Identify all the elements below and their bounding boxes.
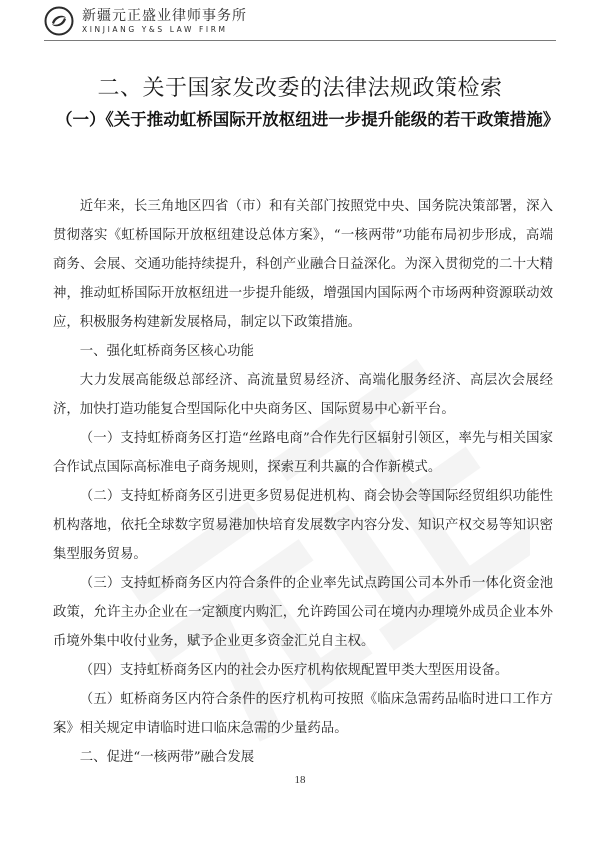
subsection-title: （一）《关于推动虹桥国际开放枢纽进一步提升能级的若干政策措施》 xyxy=(56,110,560,129)
header-divider xyxy=(44,40,556,41)
body-paragraph: 大力发展高能级总部经济、高流量贸易经济、高端化服务经济、高层次会展经济，加快打造功能复合型国际化中央商务区、国际贸易中心新平台。 xyxy=(53,373,553,417)
policy-item-2: （二）支持虹桥商务区引进更多贸易促进机构、商会协会等国际经贸组织功能性机构落地，依托全球数字贸易港加快培育发展数字内容分发、知识产权交易等知识密集型服务贸易。 xyxy=(53,489,553,562)
document-body xyxy=(53,192,553,772)
heading-promote-integration: 二、促进“一核两带”融合发展 xyxy=(79,750,255,765)
firm-name-english: XINJIANG Y&S LAW FIRM xyxy=(82,24,228,34)
firm-name-block xyxy=(82,9,247,34)
section-title: 二、关于国家发改委的法律法规政策检索 xyxy=(97,76,503,101)
law-firm-logo-icon xyxy=(44,6,74,36)
heading-strengthen-core-function: 一、强化虹桥商务区核心功能 xyxy=(79,344,254,359)
firm-name-chinese: 新疆元正盛业律师事务所 xyxy=(82,7,247,24)
intro-paragraph: 近年来，长三角地区四省（市）和有关部门按照党中央、国务院决策部署，深入贯彻落实《虹桥国际开放枢纽建设总体方案》，“一核两带”功能布局初步形成，高端商务、会展、交通功能持续提升，科创产业融合日益深化。为深入贯彻党的二十大精神，推动虹桥国际开放枢纽进一步提升能级，增强国内国际两个市场两种资源联动效应，积极服务构建新发展格局，制定以下政策措施。 xyxy=(53,199,553,330)
page-number: 18 xyxy=(294,774,306,786)
policy-item-5: （五）虹桥商务区内符合条件的医疗机构可按照《临床急需药品临时进口工作方案》相关规定申请临时进口临床急需的少量药品。 xyxy=(53,692,553,736)
letterhead xyxy=(44,4,247,38)
policy-item-1: （一）支持虹桥商务区打造“丝路电商”合作先行区辐射引领区，率先与相关国家合作试点国际高标准电子商务规则，探索互利共赢的合作新模式。 xyxy=(53,431,553,475)
policy-item-3: （三）支持虹桥商务区内符合条件的企业率先试点跨国公司本外币一体化资金池政策，允许主办企业在一定额度内购汇，允许跨国公司在境内办理境外成员企业本外币境外集中收付业务，赋予企业更多资金汇兑自主权。 xyxy=(53,576,553,649)
policy-item-4: （四）支持虹桥商务区内的社会办医疗机构依规配置甲类大型医用设备。 xyxy=(79,663,509,678)
